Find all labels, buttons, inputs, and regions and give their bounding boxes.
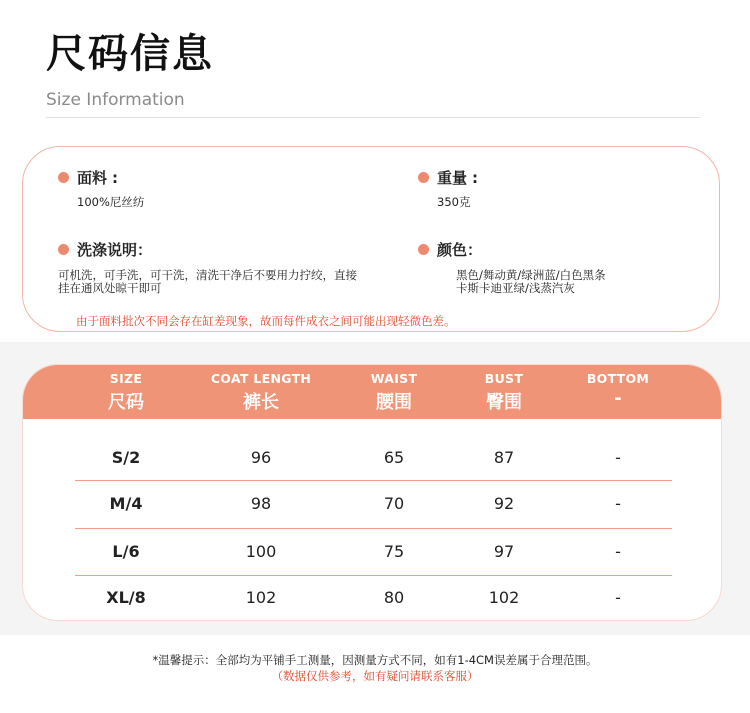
- measurement-tip: *温馨提示：全部均为平铺手工测量，因测量方式不同，如有1-4CM误差属于合理范围。: [152, 653, 598, 667]
- title-divider: [46, 117, 700, 118]
- hip-cell: 97: [493, 542, 515, 561]
- colon-icon: :: [472, 168, 479, 187]
- column-header-waist: WAIST 腰围: [370, 371, 418, 413]
- length-cell: 100: [245, 542, 277, 561]
- color-info: [418, 239, 606, 295]
- color-line: 卡斯卡迪亚绿/浅蒸汽灰: [456, 281, 575, 295]
- hip-cell: 87: [493, 448, 515, 467]
- size-cell: L/6: [112, 542, 140, 561]
- length-cell: 96: [250, 448, 272, 467]
- size-table: [22, 364, 722, 621]
- weight-info: [418, 167, 478, 209]
- product-info-card: [22, 146, 720, 332]
- waist-cell: 65: [383, 448, 405, 467]
- waist-cell: 80: [383, 588, 405, 607]
- waist-cell: 70: [383, 494, 405, 513]
- colon-icon: :: [112, 168, 119, 187]
- fabric-value: 100%尼丝纺: [77, 195, 145, 209]
- column-header-hip: BUST 臀围: [484, 371, 524, 413]
- table-row: [75, 529, 672, 575]
- table-row: [75, 435, 672, 481]
- wash-info: [58, 239, 357, 295]
- bottom-cell: -: [615, 494, 621, 513]
- bottom-cell: -: [615, 448, 621, 467]
- wash-label: 洗涤说明：: [77, 241, 153, 259]
- hip-cell: 102: [488, 588, 520, 607]
- size-table-header: [23, 365, 721, 419]
- page-title: 尺码信息: [46, 31, 214, 77]
- column-header-length: COAT LENGTH 裤长: [210, 371, 312, 413]
- weight-label: 重量: [437, 169, 468, 187]
- wash-line: 可机洗，可手洗，可干洗，清洗干净后不要用力拧绞，直接: [58, 268, 357, 282]
- page-subtitle: Size Information: [46, 90, 185, 110]
- size-cell: M/4: [109, 494, 143, 513]
- wash-line: 挂在通风处晾干即可: [58, 281, 162, 295]
- bullet-dot-icon: [58, 172, 69, 183]
- fabric-label: 面料: [77, 169, 108, 187]
- size-cell: S/2: [111, 448, 141, 467]
- bullet-dot-icon: [418, 244, 429, 255]
- column-header-size: SIZE 尺码: [108, 371, 144, 413]
- bullet-dot-icon: [418, 172, 429, 183]
- waist-cell: 75: [383, 542, 405, 561]
- contact-note: （数据仅供参考，如有疑问请联系客服）: [271, 669, 479, 683]
- column-header-bottom: BOTTOM -: [586, 371, 650, 409]
- bullet-dot-icon: [58, 244, 69, 255]
- bottom-cell: -: [615, 588, 621, 607]
- color-line: 黑色/舞动黄/绿洲蓝/白色黑条: [456, 268, 606, 282]
- length-cell: 102: [245, 588, 277, 607]
- length-cell: 98: [250, 494, 272, 513]
- hip-cell: 92: [493, 494, 515, 513]
- table-row: [75, 575, 672, 621]
- size-cell: XL/8: [106, 588, 146, 607]
- weight-value: 350克: [437, 195, 471, 209]
- color-difference-note: 由于面料批次不同会存在缸差现象，故而每件成衣之间可能出现轻微色差。: [76, 314, 456, 328]
- color-label: 颜色：: [437, 241, 483, 259]
- fabric-info: [58, 167, 144, 209]
- table-row: [75, 481, 672, 527]
- bottom-cell: -: [615, 542, 621, 561]
